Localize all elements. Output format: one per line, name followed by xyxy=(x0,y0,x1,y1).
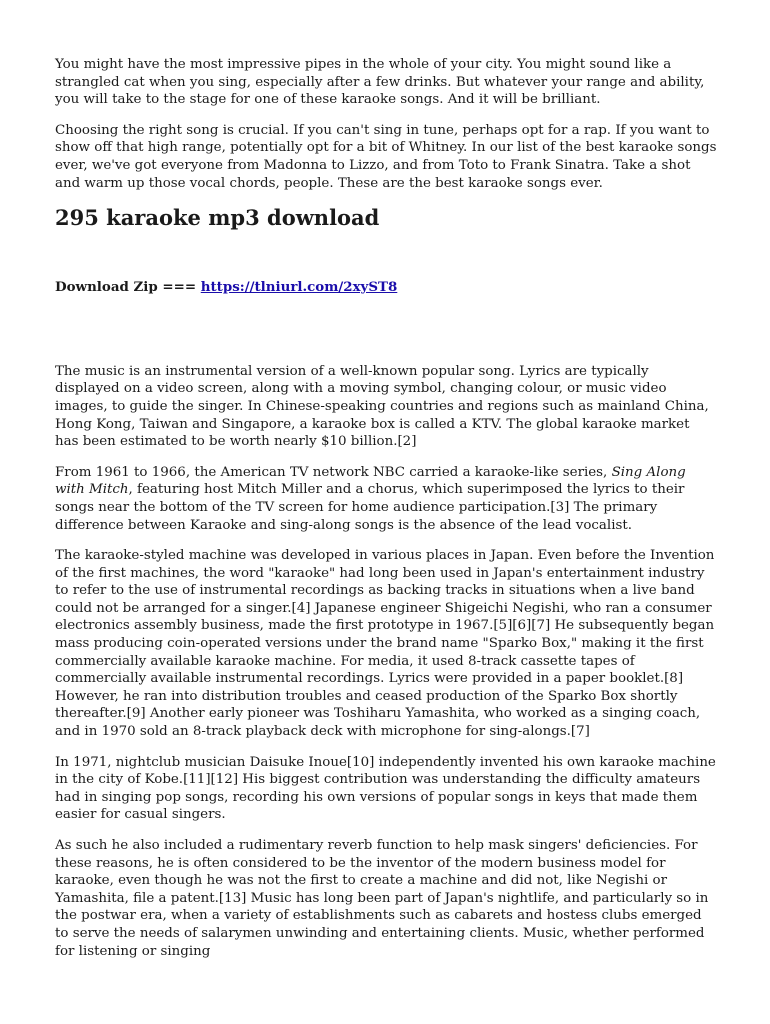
body-paragraph-2 xyxy=(55,464,717,534)
body-paragraph-3: The karaoke-styled machine was developed in various places in Japan. Even before the Invention of the first machines, the word "karaoke" had long been used in Japan's entertainment industry to refer to the use of instrumental recordings as backing tracks in situations when a live band could not be arranged for a singer.[4] Japanese engineer Shigeichi Negishi, who ran a consumer electronics assembly business, made the first prototype in 1967.[5][6][7] He subsequently began mass producing coin-operated versions under the brand name "Sparko Box," making it the first commercially available karaoke machine. For media, it used 8-track cassette tapes of commercially available instrumental recordings. Lyrics were provided in a paper booklet.[8] However, he ran into distribution troubles and ceased production of the Sparko Box shortly thereafter.[9] Another early pioneer was Toshiharu Yamashita, who worked as a singing coach, and in 1970 sold an 8-track playback deck with microphone for sing-alongs.[7] xyxy=(55,548,715,740)
show-title: Sing Along with Mitch xyxy=(55,464,686,498)
spacer xyxy=(55,297,717,363)
intro-paragraph-1: You might have the most impressive pipes in the whole of your city. You might sound like a strangled cat when you sing, especially after a few drinks. But whatever your range and ability, you will take to the stage for one of these karaoke songs. And it will be brilliant. xyxy=(55,57,705,108)
body-paragraph-5: As such he also included a rudimentary reverb function to help mask singers' deficiencies. For these reasons, he is often considered to be the inventor of the modern business model for karaoke, even though he was not the first to create a machine and did not, like Negishi or Yamashita, file a patent.[13] Music has long been part of Japan's nightlife, and particularly so in the postwar era, when a variety of establishments such as cabarets and hostess clubs emerged to serve the needs of salarymen unwinding and entertaining clients. Music, whether performed for listening or singing xyxy=(55,838,709,959)
body-paragraph-1: The music is an instrumental version of a well-known popular song. Lyrics are typically displayed on a video screen, along with a moving symbol, changing colour, or music video images, to guide the singer. In Chinese-speaking countries and regions such as mainland China, Hong Kong, Taiwan and Singapore, a karaoke box is called a KTV. The global karaoke market has been estimated to be worth nearly $10 billion.[2] xyxy=(55,363,709,450)
document-page xyxy=(55,56,717,973)
download-label: Download Zip === xyxy=(55,279,197,296)
intro-paragraph-2: Choosing the right song is crucial. If you can't sing in tune, perhaps opt for a rap. If you want to show off that high range, potentially opt for a bit of Whitney. In our list of the best karaoke songs ever, we've got everyone from Madonna to Lizzo, and from Toto to Frank Sinatra. Take a shot and warm up those vocal chords, people. These are the best karaoke songs ever. xyxy=(55,122,717,191)
download-line xyxy=(55,279,717,297)
body-paragraph-2-after: , featuring host Mitch Miller and a chorus, which superimposed the lyrics to their songs near the bottom of the TV screen for home audience participation.[3] The primary difference between Karaoke and sing-along songs is the absence of the lead vocalist. xyxy=(55,482,685,533)
body-paragraph-2-before: From 1961 to 1966, the American TV network NBC carried a karaoke-like series, xyxy=(55,464,612,480)
body-paragraph-4: In 1971, nightclub musician Daisuke Inoue[10] independently invented his own karaoke machine in the city of Kobe.[11][12] His biggest contribution was understanding the difficulty amateurs had in singing pop songs, recording his own versions of popular songs in keys that made them easier for casual singers. xyxy=(55,754,716,823)
download-link[interactable]: https://tlniurl.com/2xyST8 xyxy=(200,279,398,296)
page-heading: 295 karaoke mp3 download xyxy=(55,205,380,231)
